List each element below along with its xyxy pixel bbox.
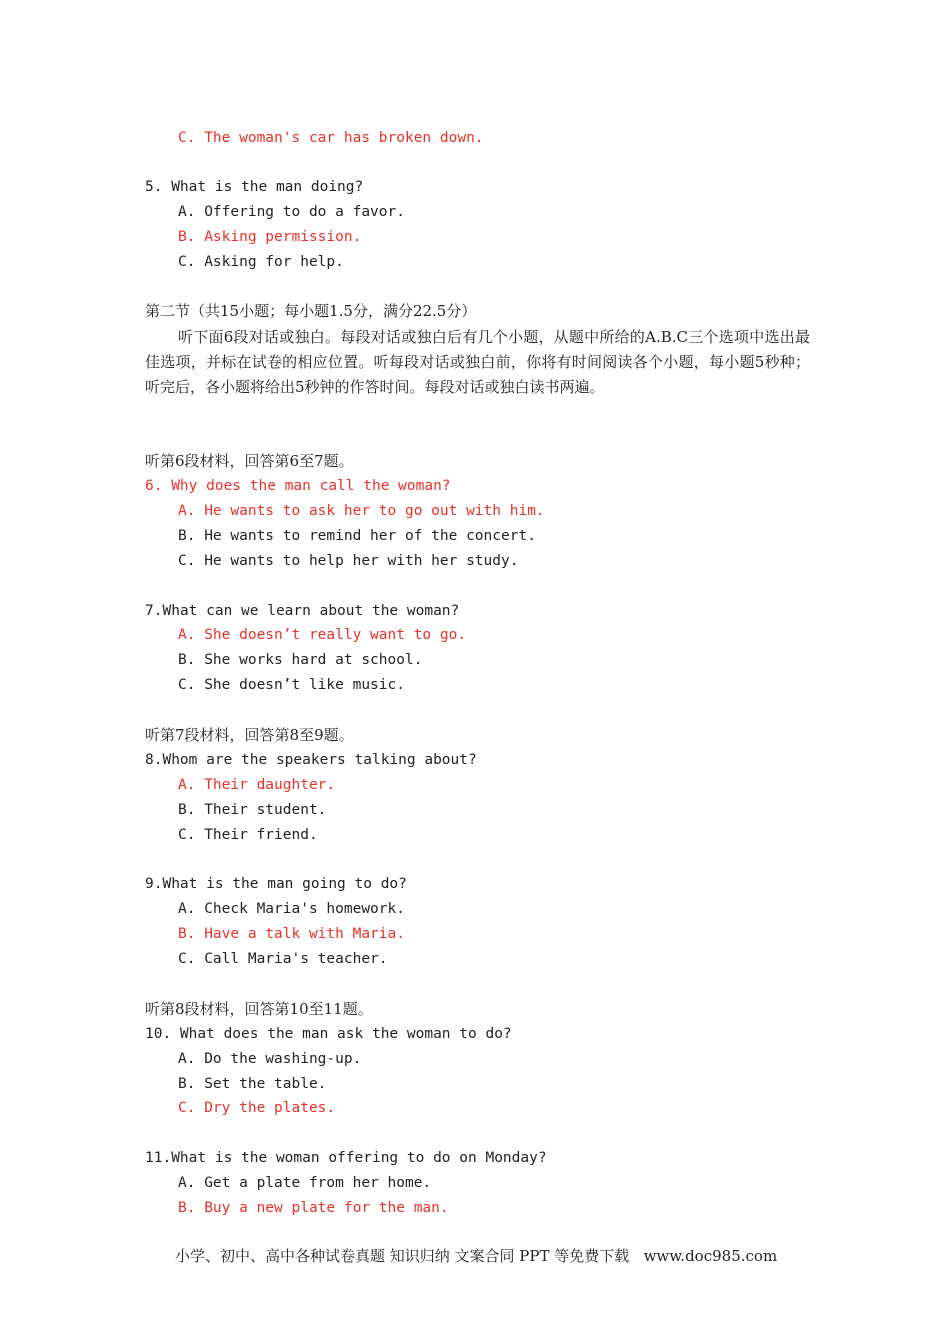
q8-option-a: A. Their daughter. [178, 777, 336, 793]
q8-option-b: B. Their student. [178, 802, 327, 818]
group7-header: 听第7段材料，回答第8至9题。 [145, 726, 354, 744]
q10-question: 10. What does the man ask the woman to do? [145, 1026, 512, 1042]
q6-option-b: B. He wants to remind her of the concert. [178, 528, 536, 544]
section2-instructions: 听下面6段对话或独白。每段对话或独白后有几个小题，从题中所给的A.B.C三个选项中选出最佳选项，并标在试卷的相应位置。听每段对话或独白前，你将有时间阅读各个小题，每小题5秒种；听完后，各小题将给出5秒钟的作答时间。每段对话或独白读书两遍。 [145, 328, 810, 396]
q9-question: 9.What is the man going to do? [145, 876, 407, 892]
page-footer: 小学、初中、高中各种试卷真题 知识归纳 文案合同 PPT 等免费下载 www.doc985.com [175, 1247, 778, 1265]
q6-option-a: A. He wants to ask her to go out with him. [178, 503, 545, 519]
q6-option-c: C. He wants to help her with her study. [178, 553, 519, 569]
q11-option-b: B. Buy a new plate for the man. [178, 1200, 449, 1216]
q10-option-c: C. Dry the plates. [178, 1100, 336, 1116]
q7-question: 7.What can we learn about the woman? [145, 603, 460, 619]
q6-question: 6. Why does the man call the woman? [145, 478, 451, 494]
group8-header: 听第8段材料，回答第10至11题。 [145, 1000, 373, 1018]
q9-option-b: B. Have a talk with Maria. [178, 926, 405, 942]
q7-option-b: B. She works hard at school. [178, 652, 423, 668]
q5-option-c: C. Asking for help. [178, 254, 344, 270]
group6-header: 听第6段材料，回答第6至7题。 [145, 452, 354, 470]
q10-option-a: A. Do the washing-up. [178, 1051, 362, 1067]
q9-option-a: A. Check Maria's homework. [178, 901, 405, 917]
q7-option-c: C. She doesn’t like music. [178, 677, 405, 693]
q11-question: 11.What is the woman offering to do on Monday? [145, 1150, 547, 1166]
q5-option-a: A. Offering to do a favor. [178, 204, 405, 220]
q8-question: 8.Whom are the speakers talking about? [145, 752, 477, 768]
q7-option-a: A. She doesn’t really want to go. [178, 627, 467, 643]
q9-option-c: C. Call Maria's teacher. [178, 951, 388, 967]
section2-title: 第二节（共15小题；每小题1.5分，满分22.5分） [145, 302, 477, 320]
q8-option-c: C. Their friend. [178, 827, 318, 843]
q5-question: 5. What is the man doing? [145, 179, 364, 195]
q10-option-b: B. Set the table. [178, 1076, 327, 1092]
q5-option-b: B. Asking permission. [178, 229, 362, 245]
q11-option-a: A. Get a plate from her home. [178, 1175, 432, 1191]
q4-option-c: C. The woman's car has broken down. [178, 130, 484, 146]
